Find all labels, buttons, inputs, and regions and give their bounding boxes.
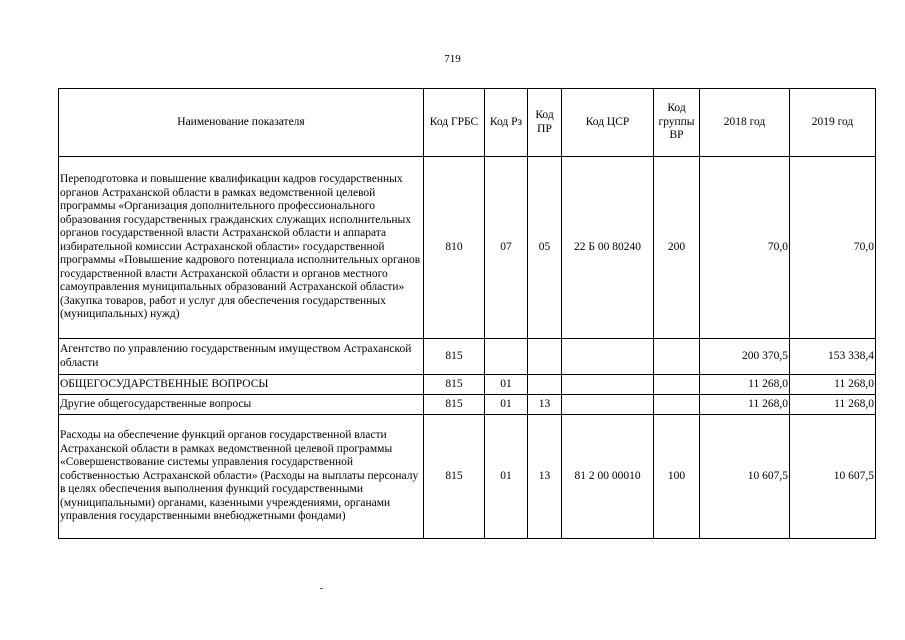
row-2018: 11 268,0 [700, 395, 790, 415]
header-rz: Код Рз [485, 89, 528, 157]
table-header-row [59, 89, 876, 157]
row-name: Переподготовка и повышение квалификации кадров государственных органов Астраханской области в рамках ведомственной целевой программы «Организация дополнительного профессионального образования государственных гражданских служащих исполнительных органов государственной власти Астраханской области и аппарата избирательной комиссии Астраханской области» государственной программы «Повышение кадрового потенциала исполнительных органов государственной власти Астраханской области и органов местного самоуправления муниципальных образований Астраханской области» (Закупка товаров, работ и услуг для обеспечения государственных (муниципальных) нужд) [59, 157, 424, 339]
row-2018: 200 370,5 [700, 339, 790, 375]
header-name: Наименование показателя [59, 89, 424, 157]
row-csr [562, 339, 654, 375]
row-grbs: 815 [424, 375, 485, 395]
row-rz: 07 [485, 157, 528, 339]
row-csr: 22 Б 00 80240 [562, 157, 654, 339]
row-pr [528, 339, 562, 375]
row-rz: 01 [485, 375, 528, 395]
row-2018: 11 268,0 [700, 375, 790, 395]
row-csr [562, 395, 654, 415]
row-pr: 05 [528, 157, 562, 339]
row-vr [654, 395, 700, 415]
header-grbs: Код ГРБС [424, 89, 485, 157]
table-row [59, 395, 876, 415]
row-vr [654, 339, 700, 375]
header-pr: Код ПР [528, 89, 562, 157]
row-2018: 10 607,5 [700, 415, 790, 539]
row-pr [528, 375, 562, 395]
row-2019: 11 268,0 [790, 395, 876, 415]
table-row [59, 415, 876, 539]
header-vr: Код группы ВР [654, 89, 700, 157]
page-number: 719 [444, 53, 461, 65]
row-2019: 153 338,4 [790, 339, 876, 375]
row-rz: 01 [485, 395, 528, 415]
header-2018: 2018 год [700, 89, 790, 157]
row-csr: 81 2 00 00010 [562, 415, 654, 539]
row-grbs: 810 [424, 157, 485, 339]
row-name: Другие общегосударственные вопросы [59, 395, 424, 415]
header-2019: 2019 год [790, 89, 876, 157]
row-2018: 70,0 [700, 157, 790, 339]
row-2019: 10 607,5 [790, 415, 876, 539]
row-rz [485, 339, 528, 375]
row-vr: 100 [654, 415, 700, 539]
row-vr: 200 [654, 157, 700, 339]
table-row [59, 157, 876, 339]
row-grbs: 815 [424, 395, 485, 415]
row-2019: 70,0 [790, 157, 876, 339]
row-name: Расходы на обеспечение функций органов государственной власти Астраханской области в рамках ведомственной целевой программы «Совершенствование системы управления государственной собственностью Астраханской области» (Расходы на выплаты персоналу в целях обеспечения выполнения функций государственными (муниципальными) органами, казенными учреждениями, органами управления государственными внебюджетными фондами) [59, 415, 424, 539]
row-pr: 13 [528, 395, 562, 415]
table-row [59, 375, 876, 395]
budget-table [58, 88, 876, 539]
row-2019: 11 268,0 [790, 375, 876, 395]
row-grbs: 815 [424, 415, 485, 539]
table-row [59, 339, 876, 375]
row-name: Агентство по управлению государственным имуществом Астраханской области [59, 339, 424, 375]
row-vr [654, 375, 700, 395]
row-csr [562, 375, 654, 395]
row-grbs: 815 [424, 339, 485, 375]
row-rz: 01 [485, 415, 528, 539]
row-pr: 13 [528, 415, 562, 539]
row-name: ОБЩЕГОСУДАРСТВЕННЫЕ ВОПРОСЫ [59, 375, 424, 395]
header-csr: Код ЦСР [562, 89, 654, 157]
scan-speck [320, 588, 323, 589]
